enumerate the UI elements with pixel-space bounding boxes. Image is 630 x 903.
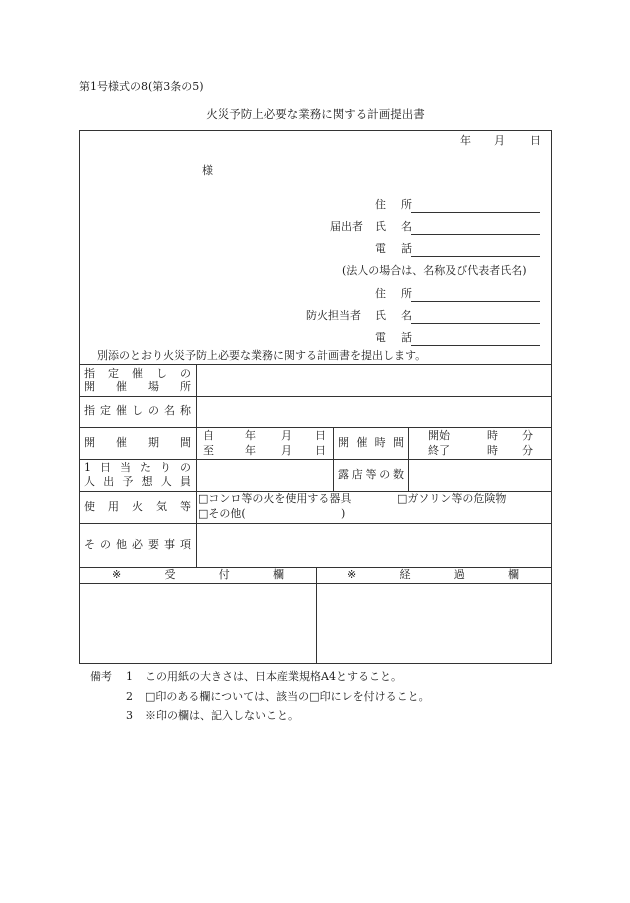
note-text: ※印の欄は、記入しないこと。 — [145, 709, 299, 722]
period-to-year: 年 — [245, 444, 256, 457]
period-to-prefix: 至 — [203, 444, 214, 457]
label-char: 場 — [148, 380, 159, 393]
label-char: の — [180, 461, 191, 474]
label-char: 項 — [180, 538, 191, 551]
label-char: 定 — [108, 367, 119, 380]
label-char: 氏 — [375, 220, 386, 233]
label-char: 開 — [338, 436, 349, 449]
period-from-month: 月 — [281, 429, 292, 442]
label-char: 等 — [180, 500, 191, 513]
notifier-address-underline — [411, 212, 540, 213]
label-char: そ — [84, 538, 95, 551]
label-char: 員 — [179, 475, 191, 488]
label-char: の — [379, 468, 391, 481]
label-char: 話 — [401, 331, 412, 344]
label-char: 開 — [84, 380, 95, 393]
label-char: 店 — [351, 468, 363, 481]
hours-end-prefix: 終了 — [428, 444, 450, 457]
event-name-value-cell — [197, 397, 550, 427]
label-char: 過 — [453, 568, 465, 581]
label-char: 所 — [401, 198, 412, 211]
label-char: 等 — [365, 468, 377, 481]
label-char: た — [140, 461, 151, 474]
checkbox-icon: □ — [397, 492, 408, 505]
fire-use-option-label: コンロ等の火を使用する器具 — [208, 492, 352, 505]
fire-manager-name-underline — [411, 323, 540, 324]
label-char: 催 — [116, 404, 127, 417]
label-char: 気 — [156, 500, 167, 513]
hours-start-minute: 分 — [522, 429, 533, 442]
label-char: 定 — [100, 404, 111, 417]
label-char: ※ — [112, 568, 122, 581]
checkbox-icon: □ — [198, 507, 209, 520]
label-char: 催 — [132, 367, 143, 380]
period-to-month: 月 — [281, 444, 292, 457]
fire-use-option-other — [198, 507, 246, 521]
note-text: この用紙の大きさは、日本産業規格A4とすること。 — [145, 670, 402, 683]
fire-use-option-stove — [198, 492, 351, 506]
label-char: り — [160, 461, 171, 474]
hours-end-minute: 分 — [522, 444, 533, 457]
attendance-label-line1 — [84, 461, 191, 475]
fire-manager-phone-underline — [411, 345, 540, 346]
label-char: 当 — [120, 461, 131, 474]
label-char: 1 — [84, 461, 91, 474]
label-char: 予 — [122, 475, 134, 488]
label-char: の — [148, 404, 159, 417]
label-char: 他 — [116, 538, 127, 551]
label-char: 時 — [374, 436, 386, 449]
notifier-address-label — [375, 198, 412, 212]
reception-column-header — [112, 568, 284, 582]
label-char: 間 — [392, 436, 404, 449]
date-month-label: 月 — [494, 134, 505, 147]
label-char: 事 — [164, 538, 175, 551]
label-char: 必 — [132, 538, 143, 551]
label-char: 要 — [148, 538, 159, 551]
label-char: 所 — [401, 287, 412, 300]
event-name-label — [84, 404, 191, 418]
column-divider — [333, 427, 334, 491]
checkbox-icon: □ — [198, 492, 209, 505]
stalls-value-cell — [409, 460, 550, 491]
label-char: 催 — [116, 380, 127, 393]
label-char: の — [180, 367, 191, 380]
fire-use-option-gasoline — [397, 492, 506, 506]
label-char: 電 — [375, 331, 386, 344]
hours-end-hour: 時 — [487, 444, 498, 457]
label-char: 欄 — [507, 568, 519, 581]
label-char: 想 — [141, 475, 153, 488]
venue-label-line1 — [84, 367, 191, 381]
period-label — [84, 436, 191, 450]
hours-label — [338, 436, 404, 450]
fire-manager-role-label: 防火担当者 — [306, 309, 361, 322]
label-char: 経 — [399, 568, 411, 581]
attendance-value-cell — [197, 460, 333, 491]
progress-area — [317, 584, 550, 662]
label-char: 日 — [100, 461, 111, 474]
label-char: 人 — [84, 475, 95, 488]
label-char: 電 — [375, 242, 386, 255]
label-char: し — [156, 367, 167, 380]
label-char: 数 — [393, 468, 404, 481]
submission-statement: 別添のとおり火災予防上必要な業務に関する計画書を提出します。 — [97, 349, 427, 362]
label-char: 名 — [401, 220, 412, 233]
note-text: □印のある欄については、該当の□印にレを付けること。 — [145, 690, 430, 703]
fire-use-option-label: ガソリン等の危険物 — [407, 492, 507, 505]
notes-heading: 備考 — [90, 670, 112, 683]
fire-manager-name-label — [375, 309, 412, 323]
row-divider — [79, 427, 552, 428]
label-char: 開 — [84, 436, 95, 449]
label-char: 催 — [116, 436, 127, 449]
stalls-label — [338, 468, 404, 482]
label-char: 氏 — [375, 309, 386, 322]
reception-area — [80, 584, 316, 662]
date-year-label: 年 — [460, 134, 471, 147]
label-char: 所 — [180, 380, 191, 393]
venue-value-cell — [197, 365, 550, 396]
label-char: 付 — [218, 568, 230, 581]
date-day-label: 日 — [530, 134, 541, 147]
period-from-prefix: 自 — [203, 429, 214, 442]
attendance-label-line2 — [84, 475, 191, 489]
label-char: 称 — [180, 404, 191, 417]
fire-manager-phone-label — [375, 331, 412, 345]
label-char: 露 — [338, 468, 349, 481]
period-from-day: 日 — [315, 429, 326, 442]
fire-use-label — [84, 500, 191, 514]
fire-manager-address-underline — [411, 301, 540, 302]
notifier-role-label: 届出者 — [330, 220, 363, 233]
addressee-suffix: 様 — [202, 164, 213, 177]
label-char: 話 — [401, 242, 412, 255]
form-number: 第1号様式の8(第3条の5) — [79, 80, 204, 93]
label-char: 人 — [160, 475, 172, 488]
note-number: 2 — [126, 690, 133, 703]
period-to-day: 日 — [315, 444, 326, 457]
period-from-year: 年 — [245, 429, 256, 442]
notifier-name-label — [375, 220, 412, 234]
form-title: 火災予防上必要な業務に関する計画提出書 — [206, 107, 425, 121]
notifier-name-underline — [411, 234, 540, 235]
label-char: 指 — [84, 367, 95, 380]
corporate-note: (法人の場合は、名称及び代表者氏名) — [342, 264, 527, 277]
label-char: 使 — [84, 500, 95, 513]
label-char: 名 — [401, 309, 412, 322]
label-char: し — [132, 404, 143, 417]
label-char: 間 — [180, 436, 191, 449]
note-number: 3 — [126, 709, 133, 722]
label-char: 期 — [148, 436, 159, 449]
label-char: 住 — [375, 287, 386, 300]
other-matters-label — [84, 538, 191, 552]
label-char: 受 — [164, 568, 176, 581]
notifier-phone-label — [375, 242, 412, 256]
progress-column-header — [347, 568, 519, 582]
other-matters-value-cell — [197, 524, 550, 567]
label-char: 出 — [103, 475, 115, 488]
fire-manager-address-label — [375, 287, 412, 301]
label-char: 欄 — [272, 568, 284, 581]
label-char: 火 — [132, 500, 143, 513]
label-char: の — [100, 538, 111, 551]
label-char: 指 — [84, 404, 95, 417]
notifier-phone-underline — [411, 256, 540, 257]
hours-start-hour: 時 — [487, 429, 498, 442]
hours-start-prefix: 開始 — [428, 429, 450, 442]
label-char: 用 — [108, 500, 119, 513]
fire-use-other-close-paren: ) — [341, 507, 346, 520]
label-char: 催 — [356, 436, 368, 449]
label-char: 名 — [164, 404, 175, 417]
venue-label-line2 — [84, 380, 191, 394]
label-char: ※ — [347, 568, 357, 581]
fire-use-option-label: その他( — [208, 507, 246, 520]
label-char: 住 — [375, 198, 386, 211]
note-number: 1 — [126, 670, 133, 683]
